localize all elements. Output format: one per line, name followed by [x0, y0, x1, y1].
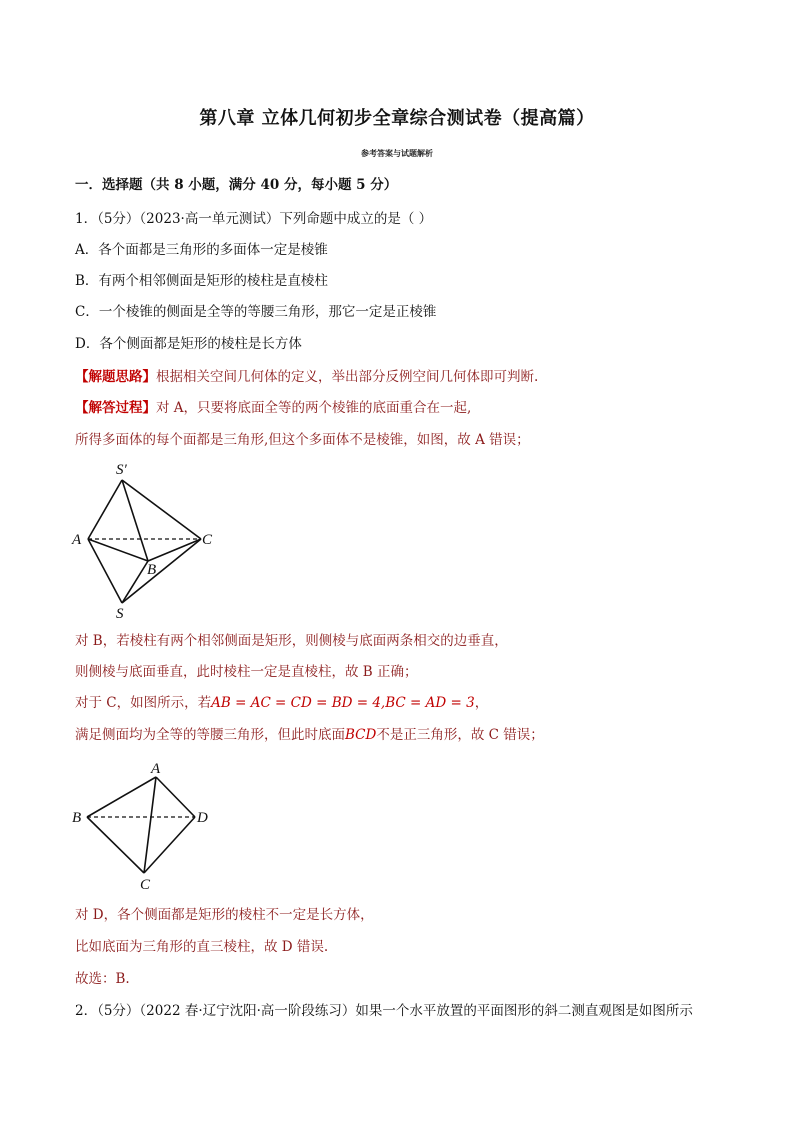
c-math: AB = AC = CD = BD = 4,BC = AD = 3 [211, 695, 475, 711]
edge-b-c [148, 539, 201, 561]
idea-tag: 【解题思路】 [75, 369, 156, 385]
q1-option-b: B．有两个相邻侧面是矩形的棱柱是直棱柱 [75, 273, 328, 289]
q1-stem: 1．（5分）（2023·高一单元测试）下列命题中成立的是（ ） [75, 211, 433, 227]
q1-process [75, 399, 471, 417]
process-text: 对 A，只要将底面全等的两个棱锥的底面重合在一起, [156, 400, 472, 416]
label-s: S [116, 606, 124, 620]
process-line-1: 所得多面体的每个面都是三角形,但这个多面体不是棱锥，如图，故 A 错误； [75, 432, 530, 448]
label-d: D [197, 810, 208, 826]
edge-a-b [87, 777, 156, 817]
edge-s1-a [88, 480, 122, 539]
q1-answer: 故选：B. [75, 971, 130, 987]
c2-prefix: 满足侧面均为全等的等腰三角形，但此时底面 [75, 727, 345, 743]
c2-math: BCD [345, 727, 377, 743]
q2-stem: 2．（5分）（2022 春·辽宁沈阳·高一阶段练习）如果一个水平放置的平面图形的斜二测直观图是如图所示 [75, 1003, 693, 1019]
process-line-d1: 对 D，各个侧面都是矩形的棱柱不一定是长方体， [75, 907, 374, 923]
label-a: A [151, 761, 161, 777]
label-b: B [72, 810, 82, 826]
tetrahedron-figure [70, 755, 220, 895]
process-line-2: 对 B，若棱柱有两个相邻侧面是矩形，则侧棱与底面两条相交的边垂直， [75, 633, 508, 649]
section-heading: 一．选择题（共 8 小题，满分 40 分，每小题 5 分） [75, 177, 398, 193]
page-title: 第八章 立体几何初步全章综合测试卷（提高篇） [199, 108, 595, 129]
edge-a-c [144, 777, 156, 873]
process-line-c2 [75, 726, 544, 744]
q1-option-c: C．一个棱锥的侧面是全等的等腰三角形，那它一定是正棱锥 [75, 304, 437, 320]
idea-text: 根据相关空间几何体的定义，举出部分反例空间几何体即可判断. [156, 369, 539, 385]
q1-option-a: A．各个面都是三角形的多面体一定是棱锥 [75, 242, 328, 258]
label-a: A [72, 532, 82, 548]
label-b: B [147, 562, 157, 578]
label-s-prime: S′ [116, 462, 127, 478]
c-prefix: 对于 C，如图所示，若 [75, 695, 212, 711]
c-suffix: ， [474, 695, 489, 711]
edge-s1-c [122, 480, 201, 539]
page-subtitle: 参考答案与试题解析 [361, 148, 433, 158]
c2-suffix: 不是正三角形，故 C 错误； [376, 727, 544, 743]
q1-option-d: D．各个侧面都是矩形的棱柱是长方体 [75, 336, 302, 352]
label-c: C [202, 532, 213, 548]
edge-a-d [156, 777, 195, 817]
edge-c-s [122, 539, 201, 603]
process-line-d2: 比如底面为三角形的直三棱柱，故 D 错误. [75, 939, 329, 955]
edge-a-b [88, 539, 148, 561]
edge-d-c [144, 817, 195, 873]
process-tag: 【解答过程】 [75, 400, 156, 416]
process-line-c1 [75, 694, 488, 712]
q1-idea [75, 368, 538, 386]
label-c: C [140, 877, 151, 893]
edge-s1-b [122, 480, 148, 561]
edge-b-c [87, 817, 144, 873]
bipyramid-figure [70, 460, 220, 620]
process-line-3: 则侧棱与底面垂直，此时棱柱一定是直棱柱，故 B 正确； [75, 664, 418, 680]
edge-b-s [122, 561, 148, 603]
edge-a-s [88, 539, 122, 603]
